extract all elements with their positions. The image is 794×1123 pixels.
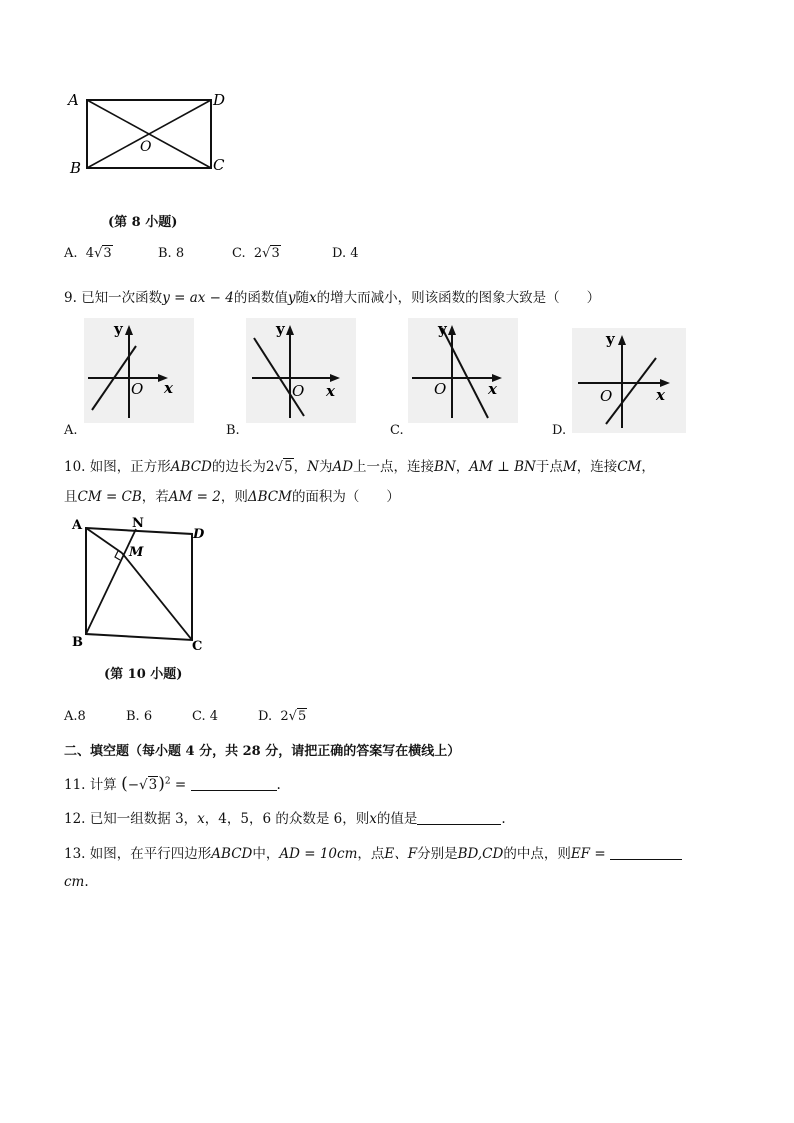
label-b: B	[70, 159, 82, 177]
q10-option-d: D. 2√5	[258, 709, 307, 724]
q8-option-a: A. 4√3	[64, 246, 112, 261]
q11-answer-blank[interactable]	[191, 778, 277, 791]
label-d: D	[213, 91, 226, 109]
q9-label-a: A.	[64, 423, 78, 438]
label-o: O	[140, 139, 152, 155]
label-a: A	[68, 91, 79, 109]
q9-label-c: C.	[390, 423, 404, 438]
q9-graph-c	[408, 318, 518, 423]
origin-label: O	[600, 387, 613, 405]
q9-label-d: D.	[552, 423, 567, 438]
q10-square-figure	[66, 514, 216, 656]
q8-caption: (第 8 小题)	[108, 215, 178, 230]
y-label: y	[276, 320, 285, 338]
label-m: M	[129, 545, 144, 560]
q11: 11. 计算 $(-√3)^2$ = .	[64, 774, 281, 794]
label-c: C	[213, 156, 225, 174]
segment-am	[86, 528, 122, 553]
right-angle-mark	[115, 551, 120, 560]
q13-line2: cm.	[64, 874, 89, 890]
q10-caption: (第 10 小题)	[104, 667, 183, 682]
q10-option-c: C. 4	[192, 709, 219, 724]
y-label: y	[438, 320, 447, 338]
q9-graph-d	[572, 328, 686, 433]
q12-answer-blank[interactable]	[417, 812, 501, 825]
q9-label-b: B.	[226, 423, 240, 438]
q10-stem-line1: 10. 如图，正方形ABCD的边长为2√5，N为AD上一点，连接BN，AM ⊥ BN于点M，连接CM，	[64, 459, 655, 475]
q9-graph-b	[246, 318, 356, 423]
q13-answer-blank[interactable]	[610, 847, 682, 860]
segment-cm	[122, 553, 192, 640]
x-label: x	[164, 379, 173, 397]
q9-graph-a	[84, 318, 194, 423]
label-d: D	[193, 527, 205, 542]
q8-option-c: C. 2√3	[232, 246, 280, 261]
label-b: B	[72, 635, 83, 650]
x-label: x	[326, 382, 335, 400]
label-a: A	[72, 518, 83, 533]
x-label: x	[656, 386, 665, 404]
q9-stem: 9. 已知一次函数y = ax − 4的函数值y随x的增大而减小，则该函数的图象大致是（ ）	[64, 290, 601, 306]
q10-option-b: B. 6	[126, 709, 153, 724]
q8-rectangle-figure	[60, 88, 240, 180]
q8-option-d: D. 4	[332, 246, 359, 261]
origin-label: O	[131, 380, 144, 398]
y-label: y	[606, 330, 615, 348]
q13-line1: 13. 如图，在平行四边形ABCD中，AD = 10cm，点E、F分别是BD,CD的中点，则EF =	[64, 842, 682, 862]
q10-stem-line2: 且CM = CB，若AM = 2，则ΔBCM的面积为（ ）	[64, 489, 400, 505]
label-c: C	[192, 639, 203, 654]
section2-title: 二、填空题（每小题 4 分，共 28 分，请把正确的答案写在横线上）	[64, 744, 461, 759]
x-label: x	[488, 380, 497, 398]
origin-label: O	[292, 382, 305, 400]
q8-option-b: B. 8	[158, 246, 185, 261]
y-label: y	[114, 320, 123, 338]
origin-label: O	[434, 380, 447, 398]
q10-option-a: A.8	[64, 709, 86, 724]
q12: 12. 已知一组数据 3，x，4，5，6 的众数是 6，则x的值是 .	[64, 811, 506, 827]
label-n: N	[132, 516, 144, 531]
